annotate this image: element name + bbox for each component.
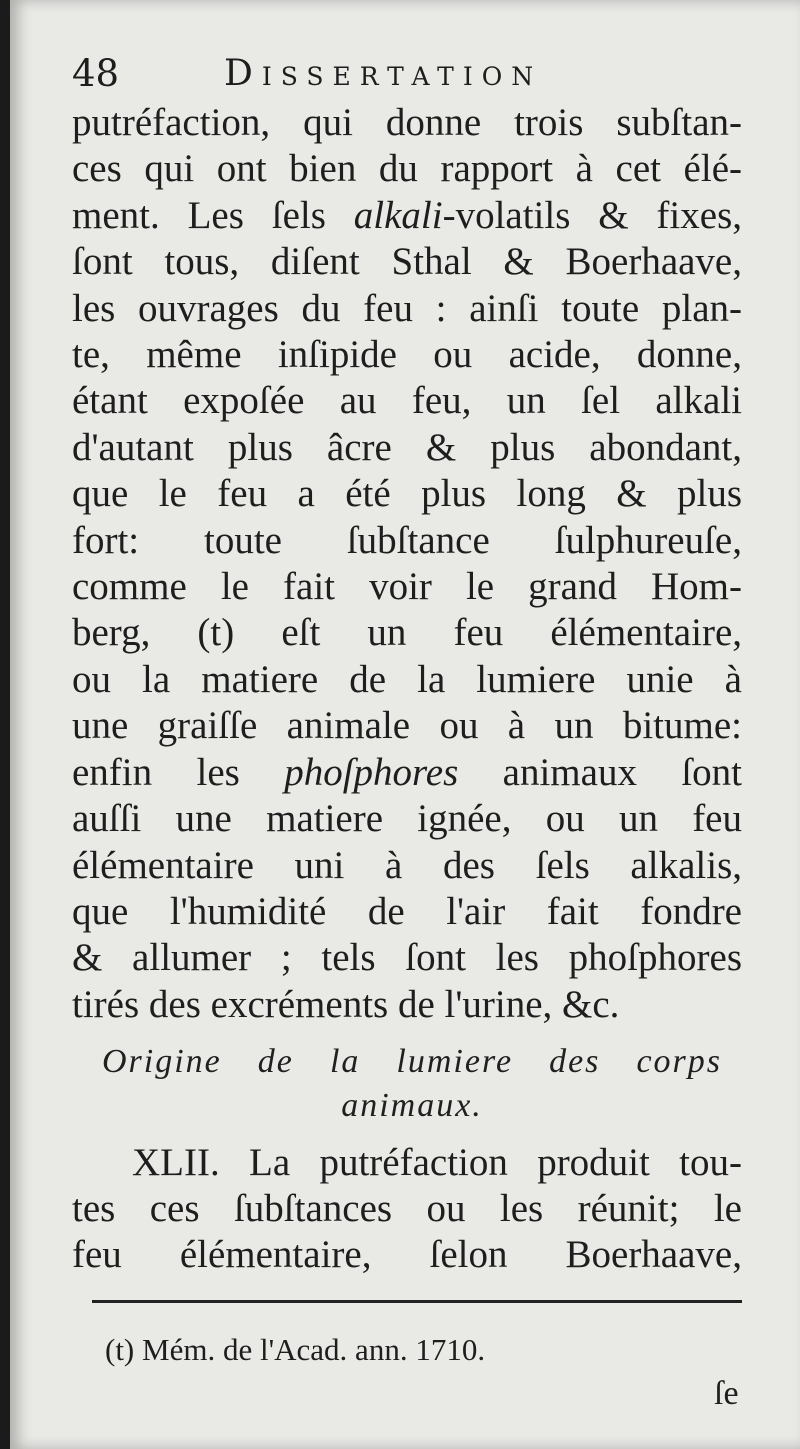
subheading-line: animaux. xyxy=(341,1087,483,1124)
text-line: une graiſſe animale ou à un bitume: xyxy=(72,704,742,748)
body-text xyxy=(72,100,742,1028)
footnote-rule xyxy=(92,1300,742,1303)
section-subheading xyxy=(102,1040,722,1128)
text-line: fort: toute ſubſtance ſulphureuſe, xyxy=(72,518,742,562)
text-line: élémentaire uni à des ſels alkalis, xyxy=(72,843,742,887)
text-line xyxy=(72,750,742,796)
header-title: Dissertation xyxy=(224,53,543,94)
text-line xyxy=(72,193,742,239)
text-line: & allumer ; tels ſont les phoſphores xyxy=(72,936,742,980)
text-line: étant expoſée au feu, un ſel alkali xyxy=(72,379,742,423)
text-line-start: ment. Les ſels xyxy=(72,193,354,237)
text-line-end: animaux ſont xyxy=(458,750,742,794)
text-line: tes ces ſubſtances ou les réunit; le xyxy=(72,1187,742,1230)
book-page xyxy=(10,0,800,1449)
text-line: ou la matiere de la lumiere unie à xyxy=(72,657,742,701)
text-line-start: enfin les xyxy=(72,750,285,794)
running-head xyxy=(72,52,732,102)
text-line: que le feu a été plus long & plus xyxy=(72,472,742,516)
text-line: ces qui ont bien du rapport à cet élé- xyxy=(72,147,742,191)
text-line: te, même inſipide ou acide, donne, xyxy=(72,333,742,377)
page-number: 48 xyxy=(72,52,120,95)
text-line: les ouvrages du feu : ainſi toute plan- xyxy=(72,286,742,330)
text-line: putréfaction, qui donne trois subſtan- xyxy=(72,101,742,144)
text-line: comme le fait voir le grand Hom- xyxy=(72,565,742,609)
italic-term: phoſphores xyxy=(284,750,459,794)
italic-term: alkali xyxy=(353,193,443,237)
text-line: ſont tous, diſent Sthal & Boerhaave, xyxy=(72,240,742,284)
text-line: que l'humidité de l'air fait fondre xyxy=(72,889,742,933)
subheading-line: Origine de la lumiere des corps xyxy=(102,1043,722,1080)
text-line-end: -volatils & fixes, xyxy=(442,193,742,237)
text-line: auſſi une matiere ignée, ou un feu xyxy=(72,797,742,841)
section-first-line: XLII. La putréfaction produit tou- xyxy=(132,1141,742,1184)
text-line: feu élémentaire, ſelon Boerhaave, xyxy=(72,1233,742,1276)
section-text xyxy=(72,1140,742,1278)
text-line: berg, (t) eſt un feu élémentaire, xyxy=(72,611,742,655)
catchword: ſe xyxy=(714,1375,739,1412)
text-line: tirés des excréments de l'urine, &c. xyxy=(72,982,620,1026)
text-line: d'autant plus âcre & plus abondant, xyxy=(72,425,742,469)
footnote: (t) Mém. de l'Acad. ann. 1710. xyxy=(105,1332,486,1367)
